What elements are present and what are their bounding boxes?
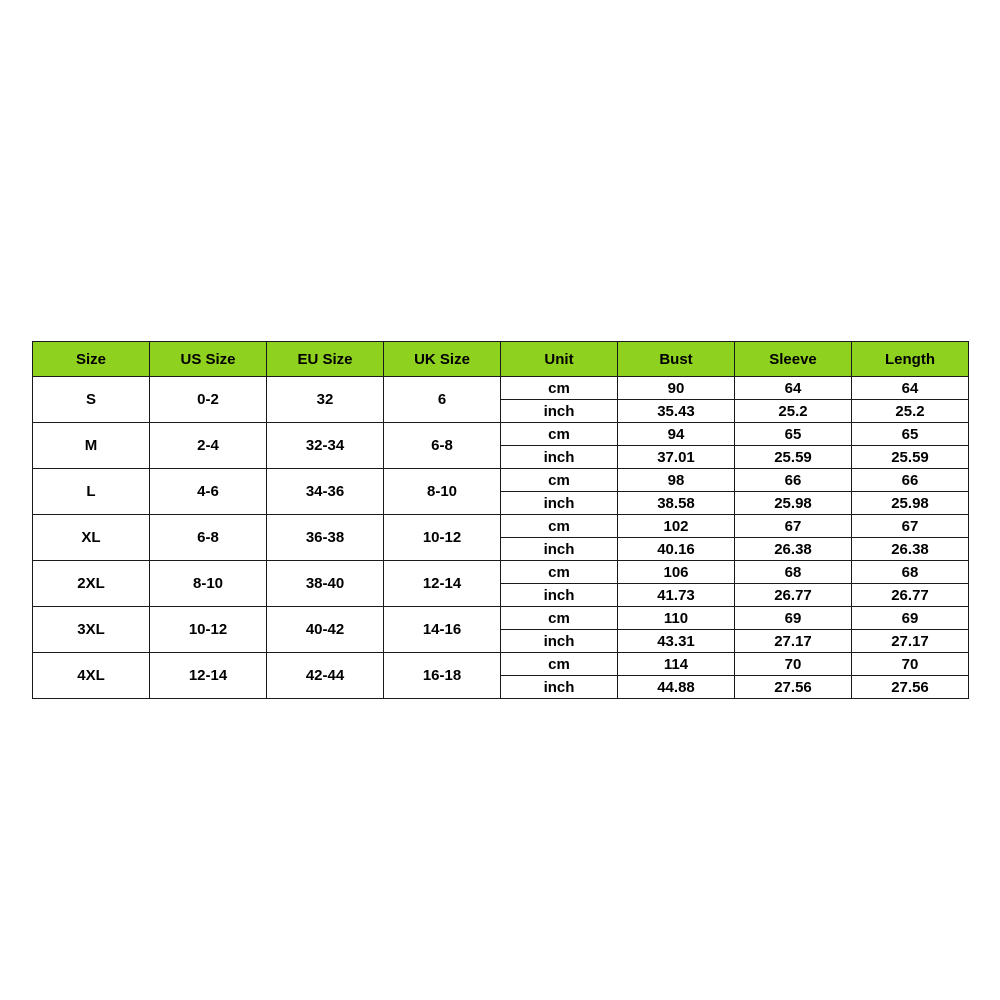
cell-length: 25.98 <box>852 492 969 515</box>
header-sleeve: Sleeve <box>735 342 852 377</box>
cell-bust: 37.01 <box>618 446 735 469</box>
header-bust: Bust <box>618 342 735 377</box>
cell-unit: inch <box>501 630 618 653</box>
cell-unit: inch <box>501 676 618 699</box>
table-row-cm <box>33 377 969 400</box>
cell-length: 69 <box>852 607 969 630</box>
cell-bust: 41.73 <box>618 584 735 607</box>
cell-unit: inch <box>501 400 618 423</box>
cell-length: 68 <box>852 561 969 584</box>
cell-bust: 90 <box>618 377 735 400</box>
cell-size: 2XL <box>33 561 150 607</box>
cell-length: 67 <box>852 515 969 538</box>
cell-sleeve: 69 <box>735 607 852 630</box>
cell-bust: 106 <box>618 561 735 584</box>
cell-unit: cm <box>501 515 618 538</box>
cell-sleeve: 67 <box>735 515 852 538</box>
cell-unit: inch <box>501 446 618 469</box>
cell-uk-size: 8-10 <box>384 469 501 515</box>
table-body <box>33 377 969 699</box>
cell-unit: cm <box>501 653 618 676</box>
cell-bust: 38.58 <box>618 492 735 515</box>
table-row-cm <box>33 607 969 630</box>
cell-sleeve: 25.98 <box>735 492 852 515</box>
table-row-cm <box>33 423 969 446</box>
cell-unit: cm <box>501 423 618 446</box>
cell-unit: inch <box>501 584 618 607</box>
cell-eu-size: 36-38 <box>267 515 384 561</box>
cell-bust: 98 <box>618 469 735 492</box>
cell-bust: 114 <box>618 653 735 676</box>
cell-length: 65 <box>852 423 969 446</box>
cell-unit: cm <box>501 377 618 400</box>
cell-bust: 44.88 <box>618 676 735 699</box>
cell-uk-size: 6 <box>384 377 501 423</box>
cell-sleeve: 27.17 <box>735 630 852 653</box>
cell-us-size: 0-2 <box>150 377 267 423</box>
size-chart-table <box>32 341 969 699</box>
cell-us-size: 6-8 <box>150 515 267 561</box>
cell-us-size: 2-4 <box>150 423 267 469</box>
cell-length: 25.59 <box>852 446 969 469</box>
cell-unit: inch <box>501 492 618 515</box>
cell-length: 70 <box>852 653 969 676</box>
cell-uk-size: 14-16 <box>384 607 501 653</box>
cell-bust: 43.31 <box>618 630 735 653</box>
header-size: Size <box>33 342 150 377</box>
cell-sleeve: 65 <box>735 423 852 446</box>
cell-us-size: 10-12 <box>150 607 267 653</box>
table-row-cm <box>33 469 969 492</box>
cell-bust: 102 <box>618 515 735 538</box>
cell-us-size: 12-14 <box>150 653 267 699</box>
cell-sleeve: 26.38 <box>735 538 852 561</box>
table-row-cm <box>33 515 969 538</box>
cell-length: 26.77 <box>852 584 969 607</box>
cell-sleeve: 66 <box>735 469 852 492</box>
cell-length: 27.17 <box>852 630 969 653</box>
table-row-cm <box>33 561 969 584</box>
cell-uk-size: 6-8 <box>384 423 501 469</box>
cell-length: 27.56 <box>852 676 969 699</box>
cell-length: 64 <box>852 377 969 400</box>
cell-bust: 40.16 <box>618 538 735 561</box>
cell-length: 26.38 <box>852 538 969 561</box>
cell-bust: 94 <box>618 423 735 446</box>
cell-size: 4XL <box>33 653 150 699</box>
cell-eu-size: 32-34 <box>267 423 384 469</box>
cell-us-size: 8-10 <box>150 561 267 607</box>
cell-sleeve: 25.59 <box>735 446 852 469</box>
header-length: Length <box>852 342 969 377</box>
cell-length: 25.2 <box>852 400 969 423</box>
cell-sleeve: 64 <box>735 377 852 400</box>
cell-uk-size: 12-14 <box>384 561 501 607</box>
cell-sleeve: 68 <box>735 561 852 584</box>
cell-sleeve: 25.2 <box>735 400 852 423</box>
cell-unit: cm <box>501 561 618 584</box>
cell-sleeve: 26.77 <box>735 584 852 607</box>
cell-eu-size: 40-42 <box>267 607 384 653</box>
cell-size: S <box>33 377 150 423</box>
cell-uk-size: 10-12 <box>384 515 501 561</box>
cell-eu-size: 38-40 <box>267 561 384 607</box>
header-uk-size: UK Size <box>384 342 501 377</box>
cell-sleeve: 70 <box>735 653 852 676</box>
cell-size: L <box>33 469 150 515</box>
cell-eu-size: 42-44 <box>267 653 384 699</box>
cell-eu-size: 34-36 <box>267 469 384 515</box>
cell-uk-size: 16-18 <box>384 653 501 699</box>
cell-eu-size: 32 <box>267 377 384 423</box>
cell-size: XL <box>33 515 150 561</box>
header-unit: Unit <box>501 342 618 377</box>
cell-us-size: 4-6 <box>150 469 267 515</box>
table-row-cm <box>33 653 969 676</box>
cell-unit: cm <box>501 607 618 630</box>
cell-bust: 35.43 <box>618 400 735 423</box>
header-us-size: US Size <box>150 342 267 377</box>
table-header-row <box>33 342 969 377</box>
cell-length: 66 <box>852 469 969 492</box>
cell-size: M <box>33 423 150 469</box>
cell-sleeve: 27.56 <box>735 676 852 699</box>
header-eu-size: EU Size <box>267 342 384 377</box>
cell-unit: cm <box>501 469 618 492</box>
cell-size: 3XL <box>33 607 150 653</box>
cell-unit: inch <box>501 538 618 561</box>
cell-bust: 110 <box>618 607 735 630</box>
